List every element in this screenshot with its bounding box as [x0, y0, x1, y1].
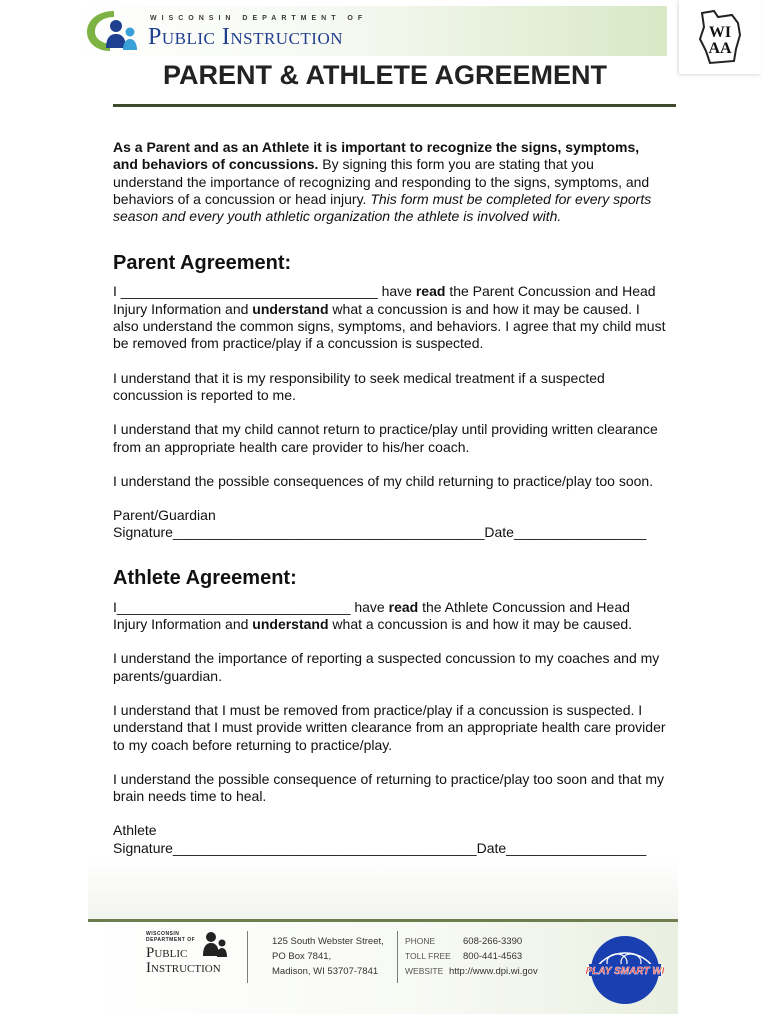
footer-separator	[397, 931, 398, 983]
footer-logo-line: DEPARTMENT OF	[146, 936, 196, 943]
footer-separator	[247, 931, 248, 983]
body-line: to my coach before returning to practice/play.	[113, 736, 393, 753]
intro-italic-text: This form must be completed for every sports	[370, 190, 652, 207]
intro-text: behaviors of a concussion or head injury.	[113, 190, 371, 207]
contact-value: 608-266-3390	[463, 936, 523, 947]
read-emphasis: read	[388, 598, 419, 615]
contact-website	[405, 964, 538, 979]
footer-logo-line: WISCONSIN	[146, 931, 180, 937]
athlete-paragraph-4	[113, 771, 693, 806]
body-text: Injury Information and	[113, 616, 253, 633]
athlete-signature-label: Athlete	[113, 822, 157, 839]
parent-paragraph-4: I understand the possible consequences of my child returning to practice/play too soon.	[113, 472, 654, 489]
dpi-logo-icon	[82, 8, 146, 54]
contact-label: TOLL FREE	[405, 951, 451, 961]
form-content	[113, 139, 693, 857]
body-line: I understand that my child cannot return to practice/play until providing written clearance	[113, 421, 658, 438]
contact-value: 800-441-4563	[463, 951, 523, 962]
body-text: what a concussion is and how it may be caused. I	[328, 300, 640, 317]
athlete-paragraph-2	[113, 650, 693, 685]
intro-line	[113, 191, 693, 208]
body-line	[113, 301, 693, 318]
parent-name-line	[113, 283, 693, 300]
address-line: PO Box 7841,	[272, 951, 332, 962]
body-text: what a concussion is and how it may be caused.	[328, 616, 633, 633]
parent-signature-block	[113, 507, 693, 542]
body-line: understand that I must provide written clearance from an appropriate health care provider	[113, 719, 666, 736]
footer-logo-word: Public	[146, 945, 188, 961]
contact-phone	[405, 934, 538, 949]
body-line: brain needs time to heal.	[113, 788, 267, 805]
footer-logo-small-text	[146, 932, 198, 943]
svg-text:WI: WI	[708, 24, 732, 41]
footer-fade	[88, 858, 678, 920]
intro-bold-text: and behaviors of concussions.	[113, 156, 319, 173]
intro-line: As a Parent and as an Athlete it is important to recognize the signs, symptoms,	[113, 139, 640, 155]
body-line: I understand that I must be removed from practice/play if a concussion is suspected. I	[113, 701, 643, 718]
contact-label: WEBSITE	[405, 966, 444, 976]
document-title: PARENT & ATHLETE AGREEMENT	[163, 60, 607, 90]
athlete-name-blank[interactable]: I______________________________ have	[113, 598, 389, 615]
parent-name-blank[interactable]: I _________________________________ have	[113, 283, 416, 300]
address-line: 125 South Webster Street,	[272, 936, 384, 947]
athlete-paragraph-1	[113, 599, 693, 634]
title-divider	[113, 104, 676, 107]
body-line	[113, 616, 693, 633]
parent-agreement-heading: Parent Agreement:	[113, 252, 292, 275]
body-text: the Athlete Concussion and Head	[418, 598, 630, 615]
body-line: parents/guardian.	[113, 667, 222, 684]
address-line: Madison, WI 53707-7841	[272, 966, 379, 977]
athlete-paragraph-3	[113, 702, 693, 754]
athlete-signature-block	[113, 822, 693, 857]
athlete-name-line	[113, 599, 693, 616]
body-line: I understand the possible consequence of returning to practice/play too soon and that my	[113, 770, 665, 787]
body-text: the Parent Concussion and Head	[445, 283, 656, 300]
play-smart-badge-icon	[585, 934, 665, 1006]
body-line: also understand the common signs, symptoms, and behaviors. I agree that my child must	[113, 318, 666, 335]
body-text: Injury Information and	[113, 300, 253, 317]
footer-logo-title	[146, 946, 221, 976]
footer-contact	[405, 934, 538, 979]
website-link[interactable]: http://www.dpi.wi.gov	[449, 966, 538, 977]
understand-emphasis: understand	[252, 300, 329, 317]
parent-signature-label: Parent/Guardian	[113, 507, 216, 524]
footer-address	[272, 934, 384, 979]
body-line: I understand the importance of reporting a suspected concussion to my coaches and my	[113, 650, 660, 667]
athlete-agreement-heading: Athlete Agreement:	[113, 566, 297, 589]
contact-label: PHONE	[405, 936, 436, 946]
intro-text: By signing this form you are stating that you	[318, 156, 594, 173]
dpi-header-subtitle: WISCONSIN DEPARTMENT OF	[150, 15, 368, 22]
body-line: from an appropriate health care provider to his/her coach.	[113, 438, 470, 455]
intro-paragraph	[113, 139, 693, 225]
understand-emphasis: understand	[252, 616, 329, 633]
contact-tollfree	[405, 949, 538, 964]
parent-signature-date-field[interactable]: Signature________________________________________Date_________________	[113, 524, 647, 541]
parent-paragraph-3	[113, 421, 693, 456]
play-smart-badge-text: PLAY SMART WI	[585, 966, 665, 977]
intro-line: season and every youth athletic organization the athlete is involved with.	[113, 208, 562, 225]
body-line: be removed from practice/play if a concussion is suspected.	[113, 335, 484, 352]
dpi-header-title: Public Instruction	[148, 24, 344, 50]
body-line: I understand that it is my responsibility to seek medical treatment if a suspected	[113, 369, 605, 386]
parent-paragraph-1	[113, 283, 693, 352]
svg-text:AA: AA	[708, 40, 732, 57]
athlete-signature-date-field[interactable]: Signature_______________________________________Date__________________	[113, 839, 647, 856]
parent-paragraph-2	[113, 370, 693, 405]
intro-line	[113, 156, 693, 173]
intro-line: understand the importance of recognizing and responding to the signs, symptoms, and	[113, 173, 650, 190]
body-line: concussion is reported to me.	[113, 386, 296, 403]
footer-logo-word: Instruction	[146, 960, 221, 976]
read-emphasis: read	[415, 283, 446, 300]
